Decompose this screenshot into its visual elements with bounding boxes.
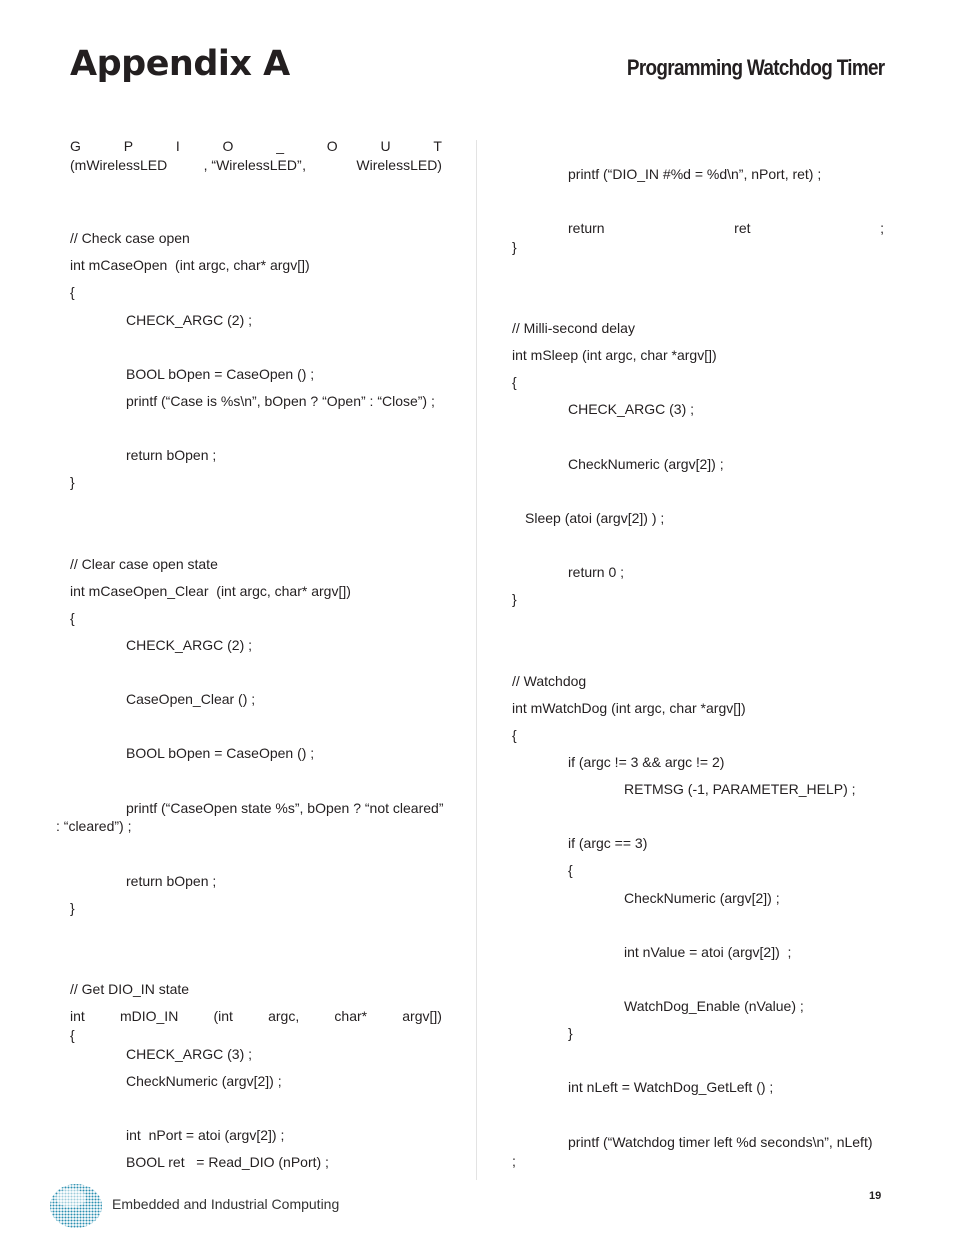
function-signature: int mSleep (int argc, char *argv[]) bbox=[512, 347, 717, 363]
code-line: CHECK_ARGC (3) ; bbox=[126, 1046, 253, 1062]
code-line: CaseOpen_Clear () ; bbox=[126, 691, 256, 707]
code-brace: { bbox=[512, 374, 517, 390]
function-signature: int mWatchDog (int argc, char *argv[]) bbox=[512, 700, 746, 716]
code-line: BOOL bOpen = CaseOpen () ; bbox=[126, 366, 315, 382]
code-comment: // Watchdog bbox=[512, 673, 587, 689]
code-line: ; bbox=[512, 1153, 516, 1169]
function-signature: int mCaseOpen_Clear (int argc, char* argv[]) bbox=[70, 583, 351, 599]
code-line: printf (“Watchdog timer left %d seconds\n”, nLeft) bbox=[568, 1134, 873, 1150]
code-line: RETMSG (-1, PARAMETER_HELP) ; bbox=[624, 781, 856, 797]
code-line: CheckNumeric (argv[2]) ; bbox=[624, 890, 780, 906]
code-comment: // Check case open bbox=[70, 230, 190, 246]
code-brace: } bbox=[70, 474, 75, 490]
footer-text: Embedded and Industrial Computing bbox=[112, 1196, 340, 1212]
page-number: 19 bbox=[869, 1190, 882, 1202]
code-line: CheckNumeric (argv[2]) ; bbox=[126, 1073, 282, 1089]
code-line: printf (“Case is %s\n”, bOpen ? “Open” : “Close”) ; bbox=[126, 393, 435, 409]
code-brace: { bbox=[512, 727, 517, 743]
column-divider bbox=[476, 140, 477, 1180]
code-line: CHECK_ARGC (2) ; bbox=[126, 637, 253, 653]
code-line: printf (“CaseOpen state %s”, bOpen ? “not cleared” bbox=[126, 800, 444, 816]
gpio-args: (mWirelessLED , “WirelessLED” , WirelessLED) bbox=[70, 157, 442, 173]
code-line: : “cleared”) ; bbox=[56, 818, 132, 834]
code-line: BOOL bOpen = CaseOpen () ; bbox=[126, 745, 315, 761]
code-line: if (argc != 3 && argc != 2) bbox=[568, 754, 725, 770]
code-brace: } bbox=[568, 1025, 573, 1041]
code-brace: { bbox=[70, 1027, 75, 1043]
code-brace: { bbox=[70, 610, 75, 626]
code-line: return 0 ; bbox=[568, 564, 625, 580]
code-line: int nLeft = WatchDog_GetLeft () ; bbox=[568, 1079, 774, 1095]
code-line: return bOpen ; bbox=[126, 447, 217, 463]
code-line: printf (“DIO_IN #%d = %d\n”, nPort, ret) ; bbox=[568, 166, 822, 182]
code-line: CHECK_ARGC (3) ; bbox=[568, 401, 695, 417]
code-line: BOOL ret = Read_DIO (nPort) ; bbox=[126, 1154, 329, 1170]
code-brace: { bbox=[70, 284, 75, 300]
code-comment: // Get DIO_IN state bbox=[70, 981, 190, 997]
code-line: CheckNumeric (argv[2]) ; bbox=[568, 456, 724, 472]
code-brace: } bbox=[70, 900, 75, 916]
code-line: Sleep (atoi (argv[2]) ) ; bbox=[525, 510, 665, 526]
code-comment: // Clear case open state bbox=[70, 556, 218, 572]
function-signature: int mCaseOpen (int argc, char* argv[]) bbox=[70, 257, 310, 273]
code-brace: { bbox=[568, 862, 573, 878]
code-line: WatchDog_Enable (nValue) ; bbox=[624, 998, 804, 1014]
section-title: Programming Watchdog Timer bbox=[626, 55, 884, 80]
code-comment: // Milli-second delay bbox=[512, 320, 635, 336]
page-title: Appendix A bbox=[70, 44, 290, 84]
code-line: return bOpen ; bbox=[126, 873, 217, 889]
code-line: return ret ; bbox=[568, 220, 884, 236]
function-signature: int mDIO_IN (int argc, char* argv[]) bbox=[70, 1008, 442, 1024]
code-brace: } bbox=[512, 591, 517, 607]
dotted-globe-icon bbox=[49, 1183, 103, 1229]
code-line: int nPort = atoi (argv[2]) ; bbox=[126, 1127, 285, 1143]
code-line: if (argc == 3) bbox=[568, 835, 648, 851]
gpio-letters: G P I O _ O U T bbox=[70, 138, 442, 154]
code-brace: } bbox=[512, 239, 517, 255]
code-line: CHECK_ARGC (2) ; bbox=[126, 312, 253, 328]
code-line: int nValue = atoi (argv[2]) ; bbox=[624, 944, 792, 960]
